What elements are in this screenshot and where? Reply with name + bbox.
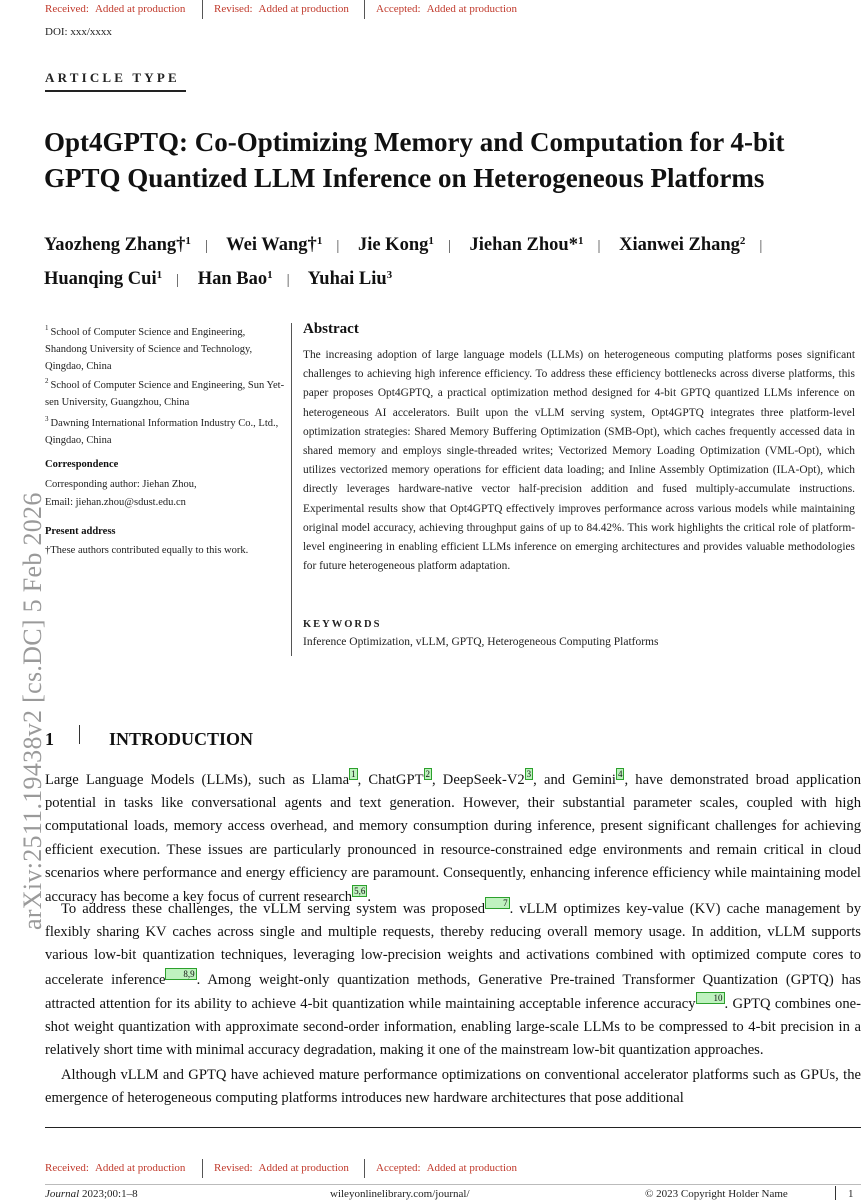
author: Xianwei Zhang$^2$	[619, 235, 746, 255]
citation-link[interactable]: 1	[351, 769, 356, 779]
section-title: INTRODUCTION	[109, 729, 254, 749]
received-date: Received: Added at production	[45, 3, 186, 15]
author: Jiehan Zhou*$^1$	[469, 235, 584, 255]
affiliation-2: $^2$ School of Computer Science and Engineering, Sun Yet-sen University, Guangzhou, China	[45, 377, 285, 408]
author-separator: |	[204, 238, 208, 254]
correspondence-heading: Correspondence	[45, 459, 119, 470]
section-divider	[79, 725, 80, 744]
header-divider	[364, 0, 365, 19]
abstract-heading: Abstract	[303, 321, 359, 337]
footnote-rule	[45, 1127, 861, 1128]
article-type: ARTICLE TYPE	[45, 70, 180, 85]
page-number: 1	[848, 1188, 854, 1200]
correspondence-author: Corresponding author: Jiehan Zhou,	[45, 479, 197, 490]
journal-citation: Journal 2023;00:1–8	[45, 1188, 138, 1200]
page-footer-rule	[45, 1184, 861, 1185]
keywords-text: Inference Optimization, vLLM, GPTQ, Heterogeneous Computing Platforms	[303, 636, 659, 648]
section-number: 1	[45, 729, 54, 749]
citation-link[interactable]: 3	[526, 769, 532, 779]
intro-paragraph-2: To address these challenges, the vLLM serving system was proposed 7 . vLLM optimizes key-value (KV) cache management by flexibly sharing KV caches across single and multiple requests, thereby reducing overall memory usage. In addition, vLLM supports various low-bit quantization techniques, leveraging low-precision weights and activations combined with optimized compute cores to accelerate inference 8,9 . Among weight-only quantization methods, Generative Pre-trained Transformer Quantization (GPTQ) has attracted attention for its ability to achieve 4-bit quantization while maintaining acceptable inference accuracy 10 . GPTQ combines one-shot weight quantization with approximate second-order information, enabling large-scale LLMs to be compressed to 4-bit precision in a relatively short time with minimal accuracy degradation, making it one of the mainstream low-bit quantization approaches.	[45, 898, 861, 1059]
author: Yuhai Liu$^3$	[307, 269, 393, 289]
revised-date-footer: Revised: Added at production	[214, 1162, 349, 1174]
doi: DOI: xxx/xxxx	[45, 26, 112, 38]
footer-divider	[364, 1159, 365, 1178]
header-divider	[202, 0, 203, 19]
intro-paragraph-1: Large Language Models (LLMs), such as Llama 1 , ChatGPT 2 , DeepSeek-V2 3 , and Gemini 4 , have demonstrated broad application potential in tasks like conversational agents and text generation. However, their substantial parameter scales, coupled with high computational loads, memory access overhead, and memory consumption during inference, present significant challenges for achieving efficient execution. These issues are particularly pronounced in resource-constrained edge environments and remain critical in cloud scenarios where performance and energy efficiency are paramount. Consequently, enhancing inference efficiency while maintaining model accuracy has become a key focus of current research 5,6 .	[45, 769, 861, 906]
citation-link[interactable]: 5,6	[354, 886, 366, 897]
page-number-divider	[835, 1186, 836, 1200]
journal-site[interactable]: wileyonlinelibrary.com/journal/	[330, 1188, 470, 1200]
accepted-date: Accepted: Added at production	[376, 3, 518, 15]
author-separator: |	[447, 238, 451, 254]
column-divider	[291, 323, 292, 656]
affiliation-1: $^1$ School of Computer Science and Engineering, Shandong University of Science and Technology, Qingdao, China	[45, 324, 253, 372]
received-date-footer: Received: Added at production	[45, 1162, 186, 1174]
footer-divider	[202, 1159, 203, 1178]
abstract-text: The increasing adoption of large language models (LLMs) on heterogeneous computing platforms poses significant challenges to achieving high inference efficiency. To address these efficiency bottlenecks across diverse platforms, this paper proposes Opt4GPTQ, a practical optimization method designed for 4-bit GPTQ quantized LLMs inference on heterogeneous AI accelerators. Built upon the vLLM serving system, Opt4GPTQ integrates three platform-level optimization strategies: Shared Memory Buffering Optimization (SMB-Opt), which caches frequently accessed data in shared memory and employs single-threaded writes; Vectorized Memory Loading Optimization (VML-Opt), which utilizes vectorized memory operations for efficient data loading; and Inline Assembly Optimization (ILA-Opt), which directly leverages hardware-native vector half-precision addition and fused multiply-accumulate instructions. Experimental results show that Opt4GPTQ effectively improves performance across various models while maintaining original model accuracy, achieving throughput gains of up to 84.42%. This work highlights the critical role of platform-level engineering in enabling efficient LLMs inference on emerging architectures and provides valuable methodologies for future heterogeneous platform adaptation.	[303, 349, 855, 573]
citation-link[interactable]: 7	[485, 897, 510, 909]
correspondence-email[interactable]: Email: jiehan.zhou@sdust.edu.cn	[45, 497, 186, 508]
present-address-heading: Present address	[45, 526, 116, 537]
arxiv-stamp: arXiv:2511.19438v2 [cs.DC] 5 Feb 2026	[18, 492, 47, 930]
author-separator: |	[286, 272, 290, 288]
author: Han Bao$^1$	[197, 269, 273, 289]
intro-paragraph-3: Although vLLM and GPTQ have achieved mature performance optimizations on conventional accelerator platforms such as GPUs, the emergence of heterogeneous computing platforms introduces new hardware architectures that pose additional	[45, 1067, 861, 1107]
author: Huanqing Cui$^1$	[44, 269, 163, 289]
citation-link[interactable]: 2	[425, 769, 430, 779]
keywords-heading: KEYWORDS	[303, 619, 382, 630]
author-separator: |	[597, 238, 601, 254]
affiliation-3: $^3$ Dawning International Information Industry Co., Ltd., Qingdao, China	[45, 415, 279, 446]
paper-title: Opt4GPTQ: Co-Optimizing Memory and Computation for 4-bit GPTQ Quantized LLM Inference on Heterogeneous Platforms	[44, 127, 785, 193]
citation-link[interactable]: 4	[617, 769, 623, 779]
citation-link[interactable]: 8,9	[165, 968, 196, 980]
present-address-text: †These authors contributed equally to this work.	[45, 545, 249, 556]
author-separator: |	[336, 238, 340, 254]
author: Wei Wang†$^1$	[226, 235, 323, 255]
author-list	[44, 227, 844, 295]
revised-date: Revised: Added at production	[214, 3, 349, 15]
author: Jie Kong$^1$	[357, 235, 434, 255]
accepted-date-footer: Accepted: Added at production	[376, 1162, 518, 1174]
author: Yaozheng Zhang†$^1$	[44, 235, 191, 255]
author-separator: |	[176, 272, 180, 288]
citation-link[interactable]: 10	[696, 992, 725, 1004]
article-type-underline	[45, 90, 186, 92]
copyright: © 2023 Copyright Holder Name	[645, 1188, 788, 1200]
author-separator: |	[759, 238, 763, 254]
